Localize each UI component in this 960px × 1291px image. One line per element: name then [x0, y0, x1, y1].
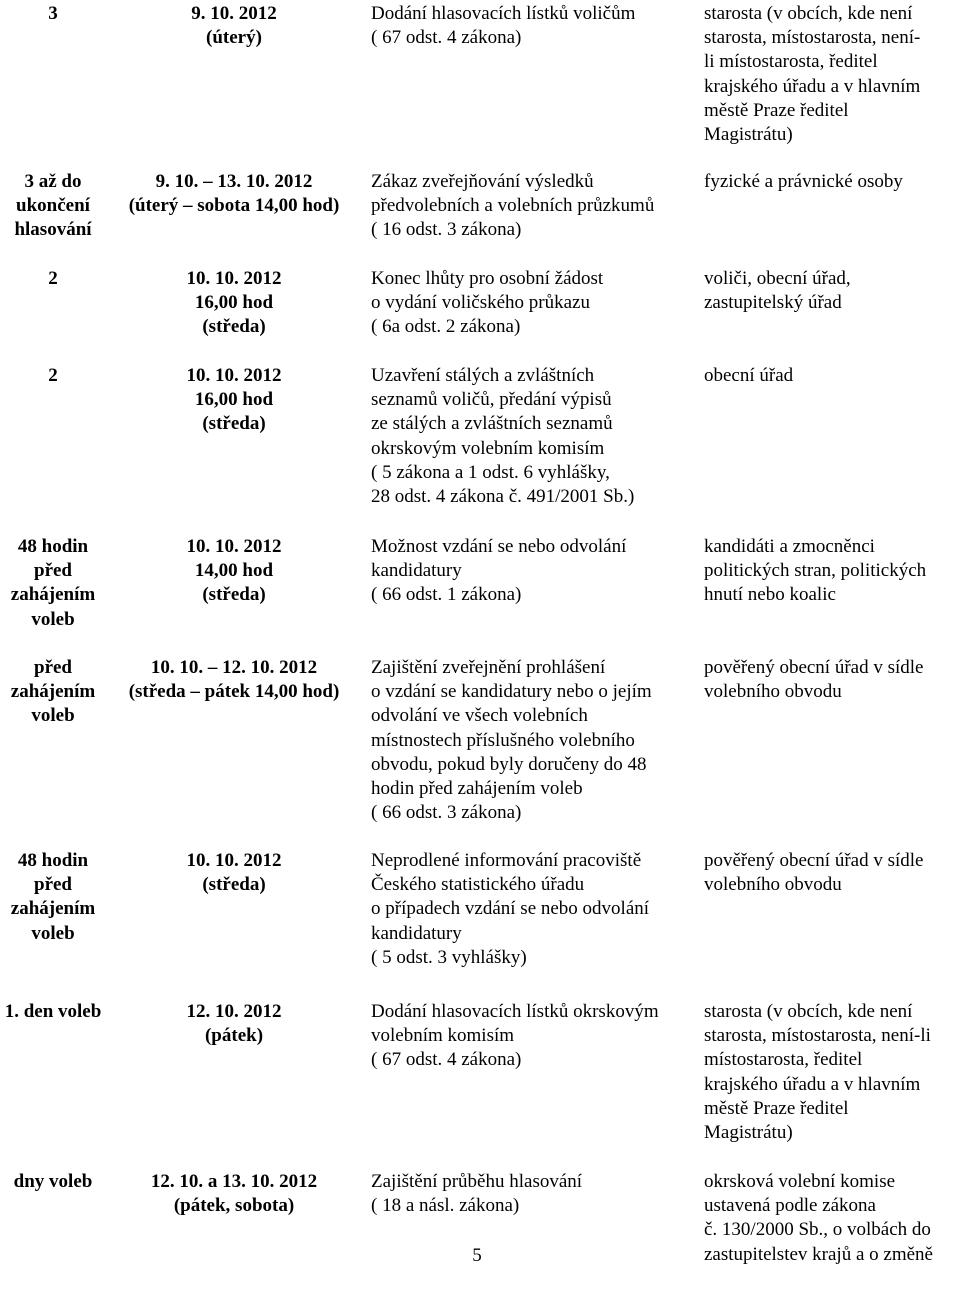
- row-action-cell: [371, 656, 696, 825]
- cell-text-line: ( 5 odst. 3 vyhlášky): [371, 946, 527, 968]
- row-responsible-cell: [704, 267, 958, 315]
- cell-text-line: hnutí nebo koalic: [704, 584, 836, 606]
- cell-text-line: ( 67 odst. 4 zákona): [371, 1049, 522, 1071]
- cell-text-line: odvolání ve všech volebních: [371, 705, 588, 727]
- cell-text-line: li místostarosta, ředitel: [704, 51, 878, 73]
- cell-text-line: 48 hodin: [17, 850, 89, 871]
- row-responsible-cell: [704, 170, 958, 194]
- cell-text-line: 10. 10. – 12. 10. 2012: [150, 657, 318, 678]
- cell-text-line: (středa): [202, 316, 266, 338]
- row-date-cell: [106, 2, 362, 50]
- cell-text-line: okrskovým volebním komisím: [371, 437, 605, 459]
- cell-text-line: fyzické a právnické osoby: [704, 171, 903, 192]
- row-day-cell: [0, 267, 106, 291]
- cell-text-line: 16,00 hod: [194, 292, 274, 314]
- cell-text-line: Konec lhůty pro osobní žádost: [371, 268, 604, 289]
- cell-text-line: starosta (v obcích, kde není: [704, 3, 913, 24]
- cell-text-line: ( 16 odst. 3 zákona): [371, 219, 522, 241]
- row-day-cell: [0, 535, 106, 632]
- cell-text-line: ukončení: [16, 195, 90, 217]
- cell-text-line: Zajištění průběhu hlasování: [371, 1171, 583, 1192]
- cell-text-line: volebního obvodu: [704, 874, 842, 896]
- cell-text-line: zastupitelstev krajů a o změně: [704, 1243, 933, 1265]
- cell-text-line: 10. 10. 2012: [186, 268, 282, 289]
- row-action-cell: [371, 1170, 696, 1218]
- cell-text-line: 2: [48, 268, 58, 289]
- row-responsible-cell: [704, 535, 958, 608]
- cell-text-line: Zákaz zveřejňování výsledků: [371, 171, 594, 192]
- row-responsible-cell: [704, 364, 958, 388]
- cell-text-line: Možnost vzdání se nebo odvolání: [371, 536, 627, 557]
- cell-text-line: zastupitelský úřad: [704, 292, 842, 314]
- row-action-cell: [371, 267, 696, 340]
- cell-text-line: voleb: [31, 922, 75, 944]
- row-date-cell: [106, 849, 362, 897]
- cell-text-line: ( 66 odst. 1 zákona): [371, 584, 522, 606]
- cell-text-line: Českého statistického úřadu: [371, 874, 585, 896]
- cell-text-line: 14,00 hod: [194, 560, 274, 582]
- cell-text-line: kandidáti a zmocněnci: [704, 536, 875, 557]
- row-action-cell: [371, 1000, 696, 1073]
- cell-text-line: ( 66 odst. 3 zákona): [371, 802, 522, 824]
- cell-text-line: (pátek, sobota): [173, 1195, 295, 1217]
- row-date-cell: [106, 267, 362, 340]
- cell-text-line: místnostech příslušného volebního: [371, 729, 635, 751]
- cell-text-line: 16,00 hod: [194, 389, 274, 411]
- cell-text-line: ( 6a odst. 2 zákona): [371, 316, 521, 338]
- cell-text-line: hodin před zahájením voleb: [371, 778, 583, 800]
- cell-text-line: kandidatury: [371, 922, 462, 944]
- cell-text-line: ustavená podle zákona: [704, 1195, 876, 1217]
- cell-text-line: (středa): [202, 413, 266, 435]
- cell-text-line: volebního obvodu: [704, 681, 842, 703]
- cell-text-line: seznamů voličů, předání výpisů: [371, 389, 612, 411]
- row-date-cell: [106, 364, 362, 437]
- cell-text-line: voleb: [31, 705, 75, 727]
- row-date-cell: [106, 656, 362, 704]
- cell-text-line: o případech vzdání se nebo odvolání: [371, 898, 650, 920]
- row-date-cell: [106, 1170, 362, 1218]
- cell-text-line: kandidatury: [371, 560, 462, 582]
- cell-text-line: voliči, obecní úřad,: [704, 268, 851, 289]
- cell-text-line: starosta, místostarosta, není-: [704, 27, 921, 49]
- cell-text-line: (pátek): [204, 1025, 264, 1047]
- cell-text-line: voleb: [31, 608, 75, 630]
- cell-text-line: 9. 10. 2012: [191, 3, 277, 24]
- cell-text-line: Uzavření stálých a zvláštních: [371, 365, 595, 386]
- cell-text-line: politických stran, politických: [704, 560, 927, 582]
- cell-text-line: ze stálých a zvláštních seznamů: [371, 413, 613, 435]
- row-responsible-cell: [704, 1170, 958, 1267]
- cell-text-line: předvolebních a volebních průzkumů: [371, 195, 655, 217]
- row-responsible-cell: [704, 849, 958, 897]
- cell-text-line: hlasování: [14, 219, 92, 241]
- row-action-cell: [371, 170, 696, 243]
- cell-text-line: (středa): [202, 584, 266, 606]
- row-responsible-cell: [704, 656, 958, 704]
- cell-text-line: městě Praze ředitel: [704, 1097, 849, 1119]
- cell-text-line: okrsková volební komise: [704, 1171, 896, 1192]
- row-day-cell: [0, 2, 106, 26]
- row-day-cell: [0, 170, 106, 243]
- row-responsible-cell: [704, 2, 958, 147]
- cell-text-line: před: [34, 874, 72, 896]
- row-action-cell: [371, 2, 696, 50]
- cell-text-line: pověřený obecní úřad v sídle: [704, 850, 924, 871]
- cell-text-line: městě Praze ředitel: [704, 99, 849, 121]
- cell-text-line: Dodání hlasovacích lístků voličům: [371, 3, 636, 24]
- cell-text-line: před: [34, 560, 72, 582]
- cell-text-line: místostarosta, ředitel: [704, 1049, 863, 1071]
- cell-text-line: Zajištění zveřejnění prohlášení: [371, 657, 606, 678]
- cell-text-line: o vzdání se kandidatury nebo o jejím: [371, 681, 652, 703]
- cell-text-line: zahájením: [10, 681, 96, 703]
- cell-text-line: ( 5 zákona a 1 odst. 6 vyhlášky,: [371, 461, 610, 483]
- cell-text-line: č. 130/2000 Sb., o volbách do: [704, 1219, 931, 1241]
- page-number: 5: [472, 1245, 482, 1266]
- cell-text-line: 10. 10. 2012: [186, 536, 282, 557]
- cell-text-line: zahájením: [10, 584, 96, 606]
- cell-text-line: 28 odst. 4 zákona č. 491/2001 Sb.): [371, 486, 635, 508]
- row-responsible-cell: [704, 1000, 958, 1145]
- row-day-cell: [0, 1000, 106, 1024]
- cell-text-line: před: [34, 657, 72, 678]
- cell-text-line: obecní úřad: [704, 365, 794, 386]
- row-date-cell: [106, 535, 362, 608]
- row-day-cell: [0, 364, 106, 388]
- cell-text-line: pověřený obecní úřad v sídle: [704, 657, 924, 678]
- cell-text-line: krajského úřadu a v hlavním: [704, 75, 921, 97]
- cell-text-line: Dodání hlasovacích lístků okrskovým: [371, 1001, 659, 1022]
- cell-text-line: volebním komisím: [371, 1025, 515, 1047]
- cell-text-line: 2: [48, 365, 58, 386]
- row-date-cell: [106, 170, 362, 218]
- cell-text-line: 10. 10. 2012: [186, 850, 282, 871]
- row-action-cell: [371, 849, 696, 970]
- cell-text-line: (úterý – sobota 14,00 hod): [128, 195, 340, 217]
- cell-text-line: dny voleb: [13, 1171, 93, 1192]
- row-action-cell: [371, 364, 696, 509]
- cell-text-line: o vydání voličského průkazu: [371, 292, 590, 314]
- row-day-cell: [0, 656, 106, 729]
- cell-text-line: ( 67 odst. 4 zákona): [371, 27, 522, 49]
- cell-text-line: 12. 10. a 13. 10. 2012: [150, 1171, 318, 1192]
- cell-text-line: (středa): [202, 874, 266, 896]
- cell-text-line: ( 18 a násl. zákona): [371, 1195, 520, 1217]
- cell-text-line: 48 hodin: [17, 536, 89, 557]
- cell-text-line: 1. den voleb: [4, 1001, 102, 1022]
- cell-text-line: obvodu, pokud byly doručeny do 48: [371, 753, 647, 775]
- cell-text-line: Magistrátu): [704, 124, 793, 146]
- cell-text-line: Neprodlené informování pracoviště: [371, 850, 642, 871]
- row-action-cell: [371, 535, 696, 608]
- cell-text-line: zahájením: [10, 898, 96, 920]
- cell-text-line: 3: [48, 3, 58, 24]
- row-day-cell: [0, 1170, 106, 1194]
- cell-text-line: Magistrátu): [704, 1122, 793, 1144]
- cell-text-line: 12. 10. 2012: [186, 1001, 282, 1022]
- row-date-cell: [106, 1000, 362, 1048]
- cell-text-line: (středa – pátek 14,00 hod): [128, 681, 340, 703]
- cell-text-line: 3 až do: [24, 171, 82, 192]
- cell-text-line: starosta, místostarosta, není-li: [704, 1025, 931, 1047]
- cell-text-line: 9. 10. – 13. 10. 2012: [155, 171, 313, 192]
- cell-text-line: starosta (v obcích, kde není: [704, 1001, 913, 1022]
- cell-text-line: 10. 10. 2012: [186, 365, 282, 386]
- cell-text-line: (úterý): [206, 27, 262, 49]
- row-day-cell: [0, 849, 106, 946]
- cell-text-line: krajského úřadu a v hlavním: [704, 1073, 921, 1095]
